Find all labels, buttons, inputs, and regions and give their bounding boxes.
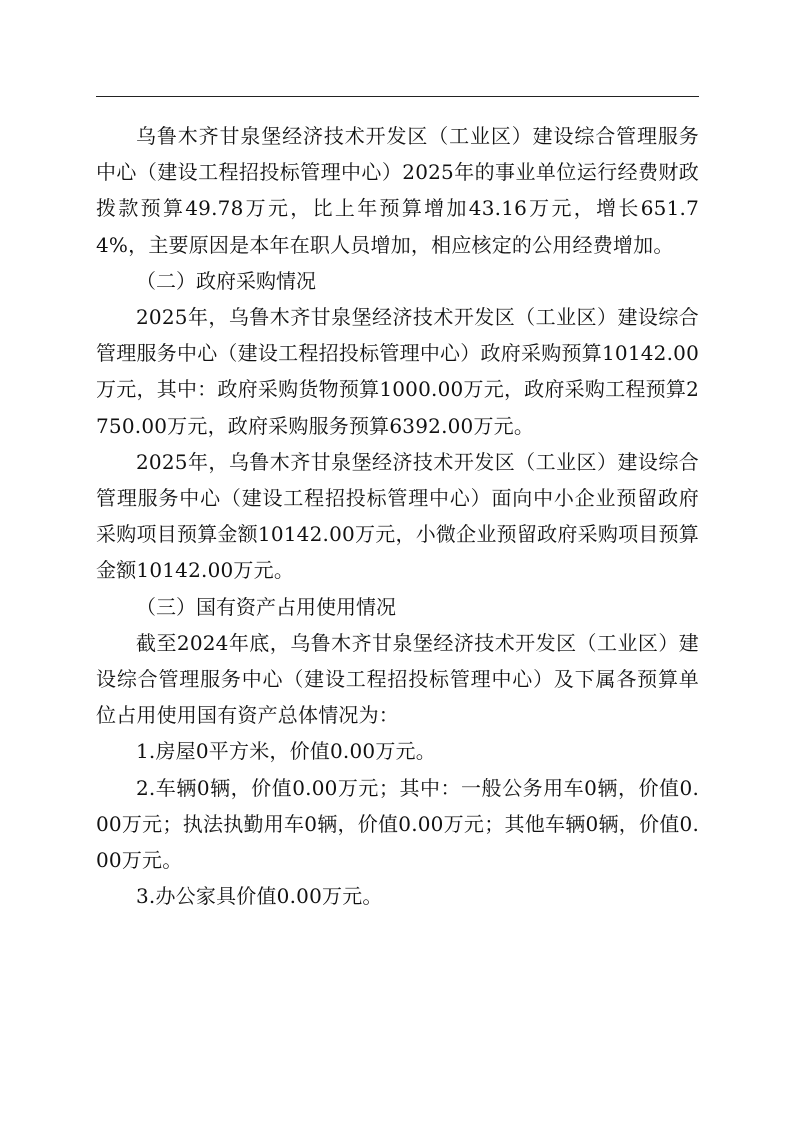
- paragraph-procurement-budget: 2025年，乌鲁木齐甘泉堡经济技术开发区（工业区）建设综合管理服务中心（建设工程招投标管理中心）政府采购预算10142.00万元，其中：政府采购货物预算1000.00万元，政府采购工程预算2750.00万元，政府采购服务预算6392.00万元。: [96, 305, 699, 438]
- document-body: [96, 118, 699, 914]
- paragraph-sme-reserved: 2025年，乌鲁木齐甘泉堡经济技术开发区（工业区）建设综合管理服务中心（建设工程招投标管理中心）面向中小企业预留政府采购项目预算金额10142.00万元，小微企业预留政府采购项目预算金额10142.00万元。: [96, 449, 699, 583]
- section-heading-procurement: （二）政府采购情况: [136, 268, 316, 293]
- paragraph-vehicles: 2.车辆0辆，价值0.00万元；其中：一般公务用车0辆，价值0.00万元；执法执勤用车0辆，价值0.00万元；其他车辆0辆，价值0.00万元。: [96, 775, 699, 873]
- header-rule: [96, 96, 699, 97]
- paragraph-operating-funds: 乌鲁木齐甘泉堡经济技术开发区（工业区）建设综合管理服务中心（建设工程招投标管理中心）2025年的事业单位运行经费财政拨款预算49.78万元，比上年预算增加43.16万元，增长651.74%，主要原因是本年在职人员增加，相应核定的公用经费增加。: [96, 124, 699, 257]
- paragraph-housing: 1.房屋0平方米，价值0.00万元。: [136, 739, 436, 764]
- paragraph-office-furniture: 3.办公家具价值0.00万元。: [136, 884, 383, 909]
- section-heading-state-assets: （三）国有资产占用使用情况: [136, 594, 396, 619]
- paragraph-assets-overview: 截至2024年底，乌鲁木齐甘泉堡经济技术开发区（工业区）建设综合管理服务中心（建设工程招投标管理中心）及下属各预算单位占用使用国有资产总体情况为：: [96, 630, 699, 728]
